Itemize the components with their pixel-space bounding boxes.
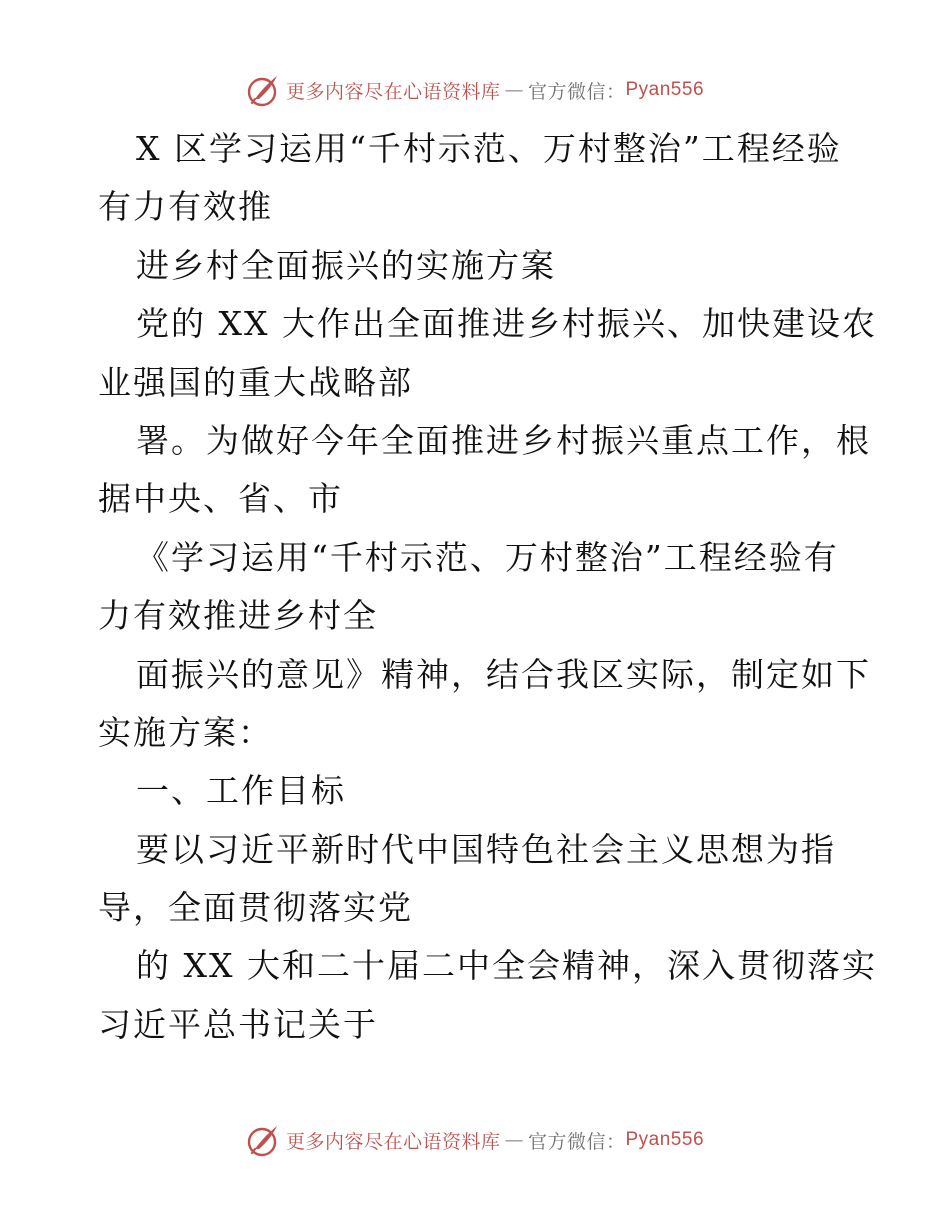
watermark-wechat-id: Pyan556 xyxy=(625,1129,705,1150)
title-line-2: 有力有效推 xyxy=(98,187,273,227)
paragraph-line: 《学习运用“千村示范、万村整治”工程经验有 xyxy=(136,537,839,577)
watermark-brand: 更多内容尽在心语资料库 xyxy=(285,1130,501,1153)
watermark-separator: — xyxy=(504,1129,524,1151)
watermark-separator: — xyxy=(504,79,524,101)
paragraph-line: 导，全面贯彻落实党 xyxy=(98,888,413,928)
quill-pen-icon xyxy=(246,72,282,108)
watermark-wechat-id: Pyan556 xyxy=(625,79,705,100)
title-line-3: 进乡村全面振兴的实施方案 xyxy=(136,245,556,285)
paragraph-line: 面振兴的意见》精神，结合我区实际，制定如下 xyxy=(136,654,871,694)
watermark-brand: 更多内容尽在心语资料库 xyxy=(285,80,501,103)
paragraph-line: 力有效推进乡村全 xyxy=(98,596,378,636)
paragraph-line: 习近平总书记关于 xyxy=(98,1004,378,1044)
watermark-wechat-label: 官方微信： xyxy=(527,1130,626,1153)
paragraph-line: 实施方案： xyxy=(98,712,273,752)
document-body xyxy=(98,120,877,1054)
paragraph-line: 党的 XX 大作出全面推进乡村振兴、加快建设农 xyxy=(136,304,877,344)
quill-pen-icon xyxy=(246,1122,282,1158)
paragraph-line: 要以习近平新时代中国特色社会主义思想为指 xyxy=(136,829,836,869)
title-line-1: X 区学习运用“千村示范、万村整治”工程经验 xyxy=(136,129,842,168)
paragraph-line: 据中央、省、市 xyxy=(98,479,343,519)
paragraph-line: 署。为做好今年全面推进乡村振兴重点工作，根 xyxy=(136,420,871,460)
header-watermark xyxy=(0,70,950,110)
paragraph-line: 的 XX 大和二十届二中全会精神，深入贯彻落实 xyxy=(136,946,877,986)
watermark-wechat-label: 官方微信： xyxy=(527,80,626,103)
footer-watermark xyxy=(0,1120,950,1160)
section-heading: 一、工作目标 xyxy=(136,771,346,811)
paragraph-line: 业强国的重大战略部 xyxy=(98,362,413,402)
